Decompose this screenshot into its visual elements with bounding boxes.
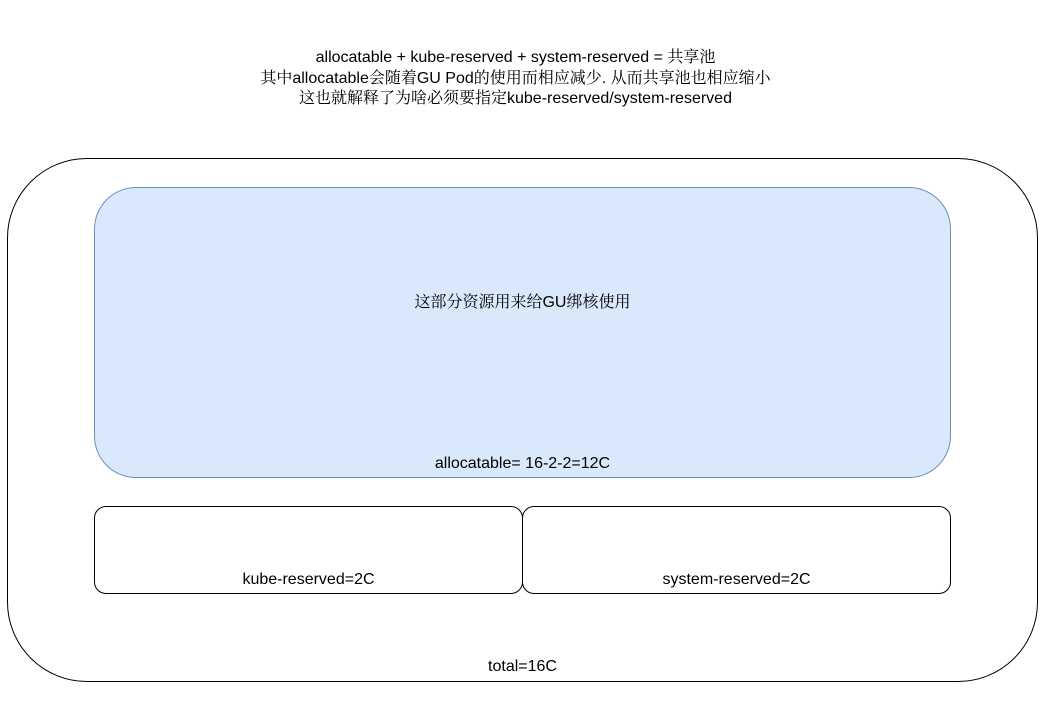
system-reserved-label: system-reserved=2C (662, 571, 811, 588)
kube-reserved-label: kube-reserved=2C (242, 571, 375, 588)
allocatable-label: allocatable= 16-2-2=12C (434, 455, 611, 472)
allocatable-box (94, 187, 951, 478)
heading-line-1: allocatable + kube-reserved + system-reserved = 共享池 (315, 49, 716, 66)
diagram-heading (0, 48, 1031, 110)
allocatable-description: 这部分资源用来给GU绑核使用 (414, 294, 631, 311)
heading-line-2: 其中allocatable会随着GU Pod的使用而相应减少. 从而共享池也相应缩小 (260, 69, 771, 87)
total-label: total=16C (488, 658, 557, 675)
heading-line-3: 这也就解释了为啥必须要指定kube-reserved/system-reserved (299, 90, 732, 107)
